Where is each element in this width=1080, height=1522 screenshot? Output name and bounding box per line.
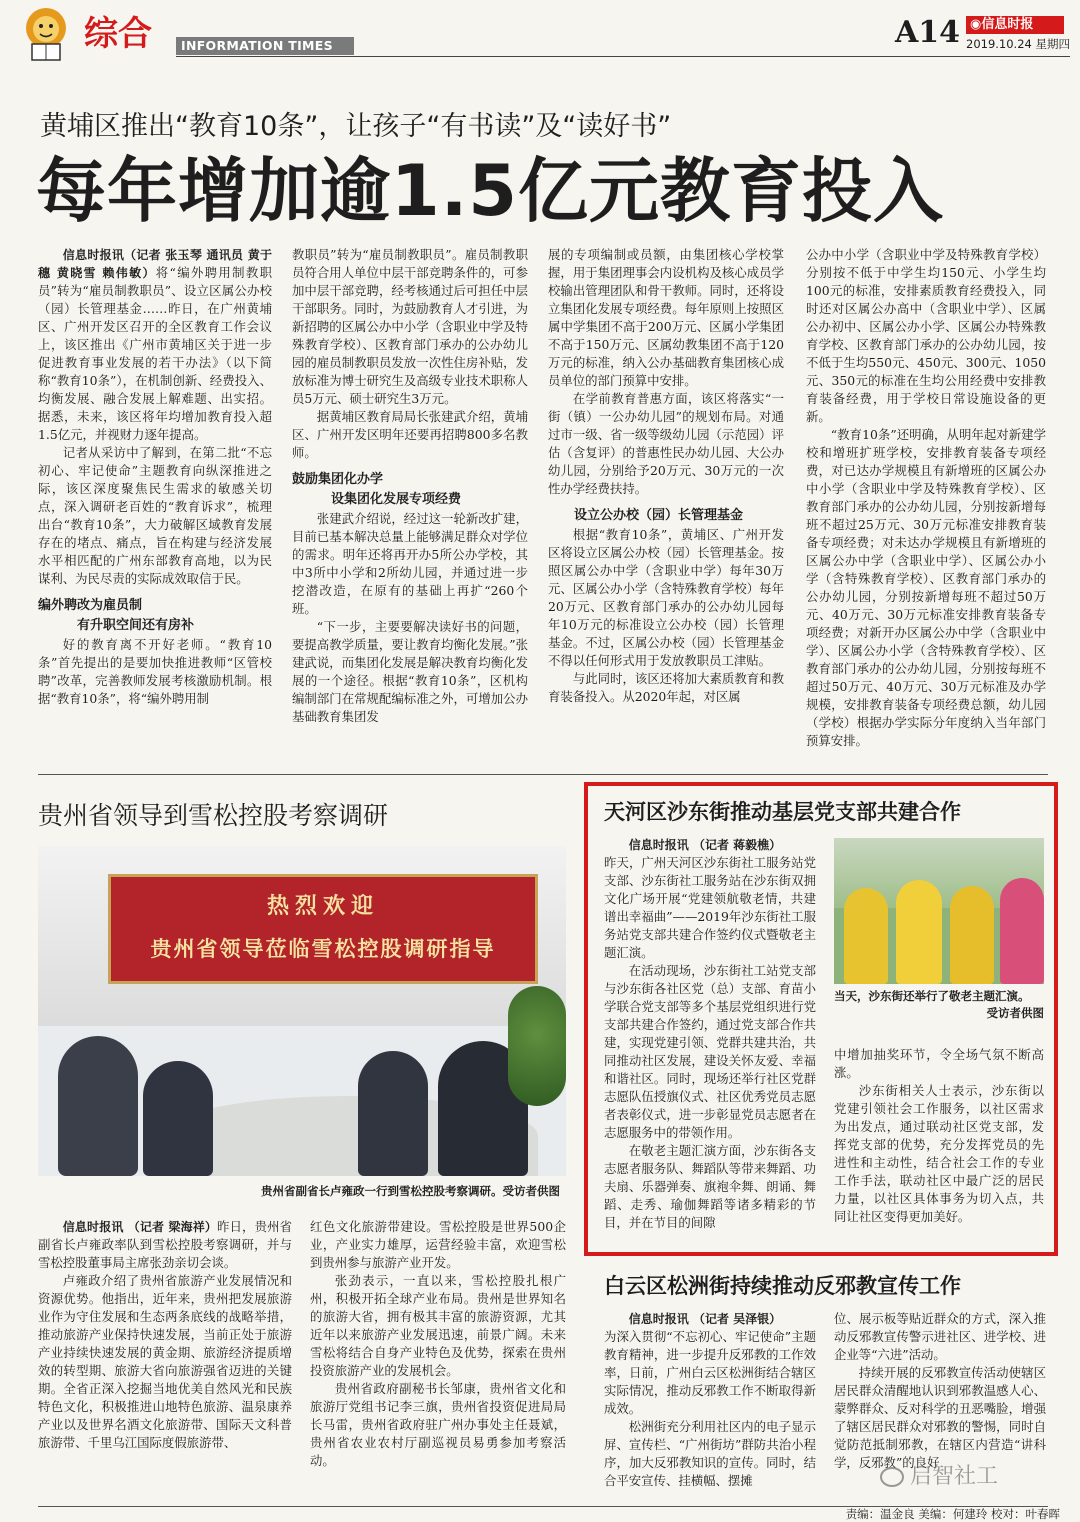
masthead-line <box>176 56 1070 57</box>
guizhou-photo-caption: 贵州省副省长卢雍政一行到雪松控股考察调研。受访者供图 <box>261 1184 560 1198</box>
lead-column-2 <box>292 246 528 754</box>
paragraph: 记者从采访中了解到，在第二批“不忘初心、牢记使命”主题教育向纵深推进之际，该区深度聚焦民生需求的敏感关切点，深入调研老百姓的“教育诉求”，梳理出台“教育10条”，大力破解区域教育发展存在的堵点、痛点，旨在构建与经济发展水平相匹配的广州东部教育高地，以为民谋利、为民尽责的实际成效取信于民。 <box>38 445 272 586</box>
attendee-figure <box>143 1061 213 1176</box>
watermark: 启智社工 <box>880 1462 998 1492</box>
paragraph: 信息时报讯 （记者 吴泽银） <box>628 1312 782 1326</box>
potted-plant <box>508 986 566 1106</box>
masthead <box>0 0 1080 70</box>
guizhou-column-1 <box>38 1218 292 1500</box>
paragraph: “教育10条”还明确，从明年起对新建学校和增班扩班学校，安排教育装备专项经费，对已达办学规模且有新增班的区属公办中小学（含职业中学及特殊教育学校）、区教育部门承办的公办幼儿园，分别按新增每班不超过25万元、30万元标准安排教育装备专项经费；对未达办学规模且有新增班的区属公办中学（含职业中学）、区属公办小学（含特殊教育学校）、区教育部门承办的公办幼儿园，分别按新增每班不超过50万元、40万元、30万元标准安排教育装备专项经费；对新开办区属公办中学（含职业中学）、区属公办小学（含特殊教育学校）、区教育部门承办的公办幼儿园，分别按每班不超过50万元、40万元、30万元标准及办学规模，安排教育装备专项经费总额，幼儿园（学校）根据办学实际分年度纳入当年部门预算安排。 <box>806 427 1046 748</box>
paragraph: 在活动现场，沙东街社工站党支部与沙东街各社区党（总）支部、育苗小学联合党支部等多个基层党组织进行党支部共建合作签约，通过党支部合作共建，实现党建引领、党群共建共治，共同推动社区发展，建设关怀友爱、幸福和谐社区。同时，现场还举行社区党群志愿队伍授旗仪式、社区优秀党员志愿者表彰仪式，进一步彰显党员志愿者在志愿服务中的带领作用。 <box>604 963 816 1140</box>
paragraph: 张建武介绍说，经过这一轮新改扩建，目前已基本解决总量上能够满足群众对学位的需求。明年还将再开办5所公办学校，其中3所中小学和2所幼儿园，并通过进一步挖潜改造，在原有的基础上再扩“260个班。 <box>292 511 528 616</box>
issue-date: 2019.10.24 星期四 <box>966 37 1070 51</box>
tianhe-photo-caption <box>834 988 1044 1022</box>
editor-credits: 责编：温金良 美编：何建玲 校对：叶春晖 <box>845 1507 1060 1521</box>
baiyun-column-1 <box>604 1310 816 1500</box>
performer-figure <box>896 880 942 984</box>
paragraph: 信息时报讯 （记者 蒋毅樵） <box>628 838 782 852</box>
guizhou-column-2 <box>310 1218 566 1500</box>
welcome-banner <box>108 874 538 984</box>
paragraph: 信息时报讯（记者 张玉琴 通讯员 黄于穗 黄晓雪 赖伟敏）将“编外聘用制教职员”转为“雇员制教职员”、设立区属公办校（园）长管理基金……昨日，在广州黄埔区、广州开发区召开的全区教育工作会议上，该区推出《广州市黄埔区关于进一步促进教育事业发展的若干办法》（以下简称“教育10条”），在机制创新、经费投入、均衡发展、融合发展上解难题、出实招。据悉，未来，该区将年均增加教育投入超1.5亿元，并视财力逐年提高。 <box>38 248 272 442</box>
tianhe-photo <box>834 838 1044 984</box>
paragraph: 根据“教育10条”，黄埔区、广州开发区将设立区属公办校（园）长管理基金。按照区属公办中学（含职业中学）每年30万元、区属公办小学（含特殊教育学校）每年20万元、区教育部门承办的公办幼儿园每年10万元的标准设立公办校（园）长管理基金。不过，区属公办校（园）长管理基金不得以任何形式用于发放教职员工津贴。 <box>548 527 784 668</box>
paragraph: 持续开展的反邪教宣传活动使辖区居民群众清醒地认识到邪教温感人心、蒙弊群众、反对科学的丑恶嘴脸，增强了辖区居民群众对邪教的警惕，同时自觉防范抵制邪教，在辖区内营造“讲科学，反邪教”的良好 <box>834 1365 1046 1470</box>
performer-figure <box>950 886 994 984</box>
paragraph: 在学前教育普惠方面，该区将落实“一街（镇）一公办幼儿园”的规划布局。对通过市一级、省一级等级幼儿园（示范园）评估（含复评）的普惠性民办幼儿园、大公办幼儿园，分别给予20万元、30万元的一次性办学经费扶持。 <box>548 391 784 496</box>
paragraph: 为深入贯彻“不忘初心、牢记使命”主题教育精神，进一步提升反邪教的工作效率，日前，广州白云区松洲街结合辖区实际情况，推动反邪教工作不断取得新成效。 <box>604 1329 816 1416</box>
paragraph: 卢雍政介绍了贵州省旅游产业发展情况和资源优势。他指出，近年来，贵州把发展旅游业作为守住发展和生态两条底线的战略举措，推动旅游产业保持快速发展，当前正处于旅游产业持续快速发展的黄金期、旅游经济提质增效的转型期、旅游大省向旅游强省迈进的关键期。全省正深入挖掘当地优美自然风光和民族特色文化，积极推进山地特色旅游、温泉康养产业以及世界名酒文化旅游带、国际天文科普旅游带、千里乌江国际度假旅游带、 <box>38 1273 292 1450</box>
paragraph: 与此同时，该区还将加大素质教育和教育装备投入。从2020年起，对区属 <box>548 671 784 704</box>
lead-column-4 <box>806 246 1046 754</box>
paragraph: 松洲街充分利用社区内的电子显示屏、宣传栏、“广州街坊”群防共治小程序，加大反邪教知识的宣传。同时，结合平安宣传、挂横幅、摆摊 <box>604 1419 816 1488</box>
caption-text: 当天，沙东街还举行了敬老主题汇演。 <box>834 989 1030 1003</box>
chat-bubble-icon <box>880 1467 904 1487</box>
performer-figure <box>844 888 888 984</box>
attendee-figure <box>58 1036 138 1176</box>
paragraph: 据黄埔区教育局局长张建武介绍，黄埔区、广州开发区明年还要再招聘800多名教师。 <box>292 409 528 460</box>
paragraph: 好的教育离不开好老师。“教育10条”首先提出的是要加快推进教师“区管校聘”改革，完善教师发展考核激励机制。根据“教育10条”，将“编外聘用制 <box>38 637 272 706</box>
tianhe-headline: 天河区沙东街推动基层党支部共建合作 <box>604 800 961 824</box>
paragraph: 位、展示板等贴近群众的方式，深入推动反邪教宣传警示进社区、进学校、进企业等“六进”活动。 <box>834 1311 1046 1362</box>
paragraph: 昨天，广州天河区沙东街社工服务站党支部、沙东街社工服务站在沙东街双拥文化广场开展“党建领航敬老情，共建谱出幸福曲”——2019年沙东街社工服务站党支部共建合作签约仪式暨敬老主题汇演。 <box>604 855 816 960</box>
attendee-figure <box>358 1051 428 1176</box>
paragraph: 中增加抽奖环节，令全场气氛不断高涨。 <box>834 1047 1044 1080</box>
guizhou-headline: 贵州省领导到雪松控股考察调研 <box>38 801 389 830</box>
lead-headline: 每年增加逾1.5亿元教育投入 <box>36 150 945 232</box>
paragraph: “下一步，主要要解决读好书的问题，要提高教学质量，要让教育均衡化发展。”张建武说，而集团化发展是解决教育均衡化发展的一个途径。根据“教育10条”，区机构编制部门在常规配编标准之外，可增加公办基础教育集团发 <box>292 619 528 724</box>
page-number: A14 <box>895 15 961 50</box>
paper-logo-icon: ◉ <box>970 17 982 32</box>
section-divider <box>38 774 1048 775</box>
lead-kicker: 黄埔区推出“教育10条”，让孩子“有书读”及“读好书” <box>40 111 672 142</box>
lead-column-3 <box>548 246 784 754</box>
performer-figure <box>1000 878 1044 984</box>
paragraph: 公办中小学（含职业中学及特殊教育学校）分别按不低于中学生均150元、小学生均100元的标准，安排素质教育经费投入，同时还对区属公办高中（含职业中学）、区属公办初中、区属公办小学、区属公办特殊教育学校、区教育部门承办的公办幼儿园，按不低于生均550元、450元、300元、1050元、350元的标准在生均公用经费中安排教育装备经费，用于学校日常设施设备的更新。 <box>806 247 1046 424</box>
section-title: 综合 <box>84 14 152 54</box>
paragraph: 沙东街相关人士表示，沙东街以党建引领社会工作服务，以社区需求为出发点，通过联动社区党支部，发挥党支部的优势，充分发挥党员的先进性和主动性，结合社会工作的专业工作手法，联动社区中最广泛的居民力量，以社区具体事务为切入点，共同让社区变得更加美好。 <box>834 1083 1044 1224</box>
paragraph: 展的专项编制或员额，由集团核心学校掌握，用于集团理事会内设机构及核心成员学校输出管理团队和骨干教师。同时，还将设立集团化发展专项经费。每年原则上按照区属中学集团不高于200万元、区属小学集团不高于150万元、区属幼教集团不高于120万元的标准，纳入公办基础教育集团核心成员单位的部门预算中安排。 <box>548 247 784 388</box>
paragraph: 张劲表示，一直以来，雪松控股扎根广州，积极开拓全球产业布局。贵州是世界知名的旅游大省，拥有极其丰富的旅游资源，尤其近年以来旅游产业发展迅速，前景广阔。未来雪松将结合自身产业特色及优势，探索在贵州投资旅游产业的发展机会。 <box>310 1273 566 1378</box>
subhead: 鼓励集团化办学 设集团化发展专项经费 <box>292 472 462 507</box>
paragraph: 在敬老主题汇演方面，沙东街各支志愿者服务队、舞蹈队等带来舞蹈、功夫扇、乐器弹奏、旗袍伞舞、朗诵、舞蹈、走秀、瑜伽舞蹈等诸多精彩的节目，并在节目的间隙 <box>604 1143 816 1230</box>
baiyun-headline: 白云区松洲街持续推动反邪教宣传工作 <box>604 1274 961 1298</box>
guizhou-photo <box>38 846 566 1176</box>
caption-credit: 受访者供图 <box>986 1006 1044 1020</box>
banner-welcome-text: 热烈欢迎 <box>266 893 379 919</box>
lead-column-1 <box>38 246 272 754</box>
tianhe-column-1 <box>604 836 816 1246</box>
paragraph: 贵州省政府副秘书长邹康，贵州省文化和旅游厅党组书记李三旗，贵州省投资促进局局长马雷，贵州省政府驻广州办事处主任聂斌，贵州省农业农村厅副巡视员易勇参加考察活动。 <box>310 1381 566 1468</box>
tianhe-column-2 <box>834 1046 1044 1246</box>
paragraph: 教职员”转为“雇员制教职员”。雇员制教职员符合用人单位中层干部竞聘条件的，可参加中层干部竞聘，经考核通过后可担任中层干部职务。同时，为鼓励教育人才引进，为新招聘的区属公办中小学（含职业中学及特殊教育学校）、区教育部门承办的公办幼儿园的雇员制教职员发放一次性住房补贴，发放标准为博士研究生及高级专业技术职称人员5万元、硕士研究生3万元。 <box>292 247 528 406</box>
banner-sign-text: 贵州省领导莅临雪松控股调研指导 <box>150 936 496 961</box>
lion-mascot-icon <box>20 6 72 62</box>
paper-logo: ◉信息时报 <box>966 16 1064 34</box>
paragraph: 信息时报讯 （记者 梁海祥）昨日，贵州省副省长卢雍政率队到雪松控股考察调研，并与雪松控股董事局主席张劲亲切会谈。 <box>38 1219 292 1270</box>
paragraph: 红色文化旅游带建设。雪松控股是世界500企业，产业实力雄厚，运营经验丰富，欢迎雪松到贵州参与旅游产业开发。 <box>310 1219 566 1270</box>
subhead: 设立公办校（园）长管理基金 <box>574 508 744 523</box>
subhead: 编外聘改为雇员制 有升职空间还有房补 <box>38 598 195 633</box>
section-banner: INFORMATION TIMES <box>176 37 354 55</box>
